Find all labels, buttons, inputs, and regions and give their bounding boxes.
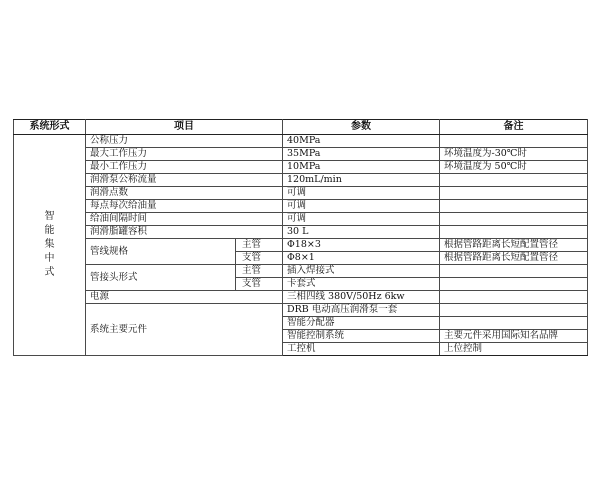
param-cell: 120mL/min: [283, 174, 440, 187]
component-param: 智能控制系统: [283, 330, 440, 343]
table-body: [14, 135, 588, 356]
remark-cell: [440, 200, 588, 213]
param-cell: 40MPa: [283, 135, 440, 148]
header-row: [14, 120, 588, 135]
joint-form-main-remark: [440, 265, 588, 278]
table-row: [14, 239, 588, 252]
system-type-label: 智能集中式: [44, 211, 55, 278]
param-cell: 可调: [283, 187, 440, 200]
component-param: DRB 电动高压润滑泵一套: [283, 304, 440, 317]
param-cell: 35MPa: [283, 148, 440, 161]
pipe-spec-label: 管线规格: [86, 239, 236, 265]
component-remark: 主要元件采用国际知名品牌: [440, 330, 588, 343]
component-param: 工控机: [283, 343, 440, 356]
param-cell: 30 L: [283, 226, 440, 239]
component-remark: 上位控制: [440, 343, 588, 356]
power-item: 电源: [86, 291, 283, 304]
joint-form-label: 管接头形式: [86, 265, 236, 291]
component-param: 智能分配器: [283, 317, 440, 330]
header-remark: 备注: [440, 120, 588, 135]
remark-cell: [440, 226, 588, 239]
spec-table: [13, 119, 588, 356]
table-row: [14, 135, 588, 148]
pipe-spec-main-remark: 根据管路距离长短配置管径: [440, 239, 588, 252]
remark-cell: 环境温度为-30℃时: [440, 148, 588, 161]
component-remark: [440, 317, 588, 330]
table-row: [14, 174, 588, 187]
item-cell: 润滑脂罐容积: [86, 226, 283, 239]
joint-form-main-sub: 主管: [236, 265, 283, 278]
system-type-cell: [14, 135, 86, 356]
item-cell: 最小工作压力: [86, 161, 283, 174]
item-cell: 每点每次给油量: [86, 200, 283, 213]
param-cell: 可调: [283, 213, 440, 226]
components-label: 系统主要元件: [86, 304, 283, 356]
power-remark: [440, 291, 588, 304]
pipe-spec-main-param: Φ18×3: [283, 239, 440, 252]
item-cell: 给油间隔时间: [86, 213, 283, 226]
pipe-spec-main-sub: 主管: [236, 239, 283, 252]
table-row: [14, 161, 588, 174]
table-row: [14, 226, 588, 239]
header-system-form: 系统形式: [14, 120, 86, 135]
table-row: [14, 200, 588, 213]
joint-form-branch-remark: [440, 278, 588, 291]
remark-cell: [440, 135, 588, 148]
item-cell: 最大工作压力: [86, 148, 283, 161]
table-row: [14, 291, 588, 304]
table-row: [14, 304, 588, 317]
header-parameter: 参数: [283, 120, 440, 135]
remark-cell: [440, 213, 588, 226]
table-row: [14, 265, 588, 278]
pipe-spec-branch-remark: 根据管路距离长短配置管径: [440, 252, 588, 265]
item-cell: 公称压力: [86, 135, 283, 148]
item-cell: 润滑点数: [86, 187, 283, 200]
header-item: 项目: [86, 120, 283, 135]
remark-cell: 环境温度为 50℃时: [440, 161, 588, 174]
power-param: 三相四线 380V/50Hz 6kw: [283, 291, 440, 304]
table-row: [14, 213, 588, 226]
component-remark: [440, 304, 588, 317]
item-cell: 润滑泵公称流量: [86, 174, 283, 187]
table-row: [14, 187, 588, 200]
pipe-spec-branch-param: Φ8×1: [283, 252, 440, 265]
remark-cell: [440, 187, 588, 200]
joint-form-branch-sub: 支管: [236, 278, 283, 291]
table-row: [14, 148, 588, 161]
param-cell: 10MPa: [283, 161, 440, 174]
joint-form-main-param: 插入焊接式: [283, 265, 440, 278]
joint-form-branch-param: 卡套式: [283, 278, 440, 291]
param-cell: 可调: [283, 200, 440, 213]
remark-cell: [440, 174, 588, 187]
pipe-spec-branch-sub: 支管: [236, 252, 283, 265]
table-header: [14, 120, 588, 135]
